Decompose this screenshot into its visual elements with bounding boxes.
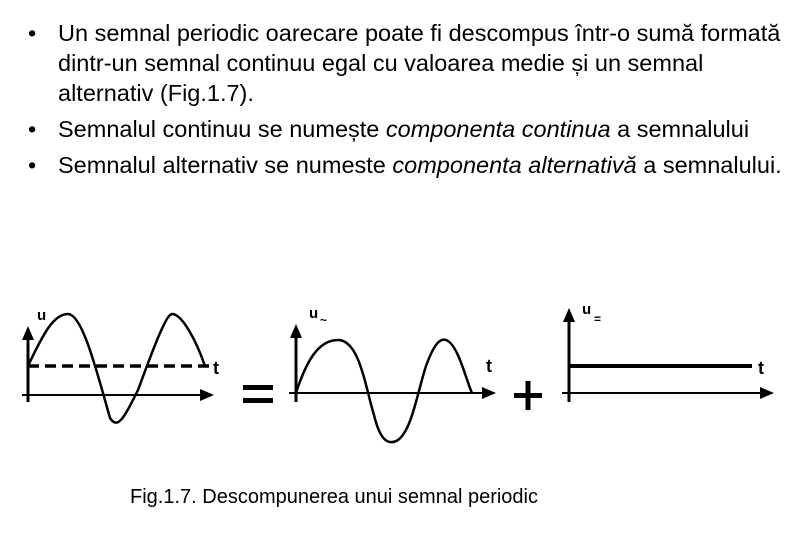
bullet-marker: • (28, 152, 37, 178)
figure-caption: Fig.1.7. Descompunerea unui semnal periodic (130, 486, 538, 508)
panel1-x-label: t (213, 358, 219, 378)
bullet-marker: • (28, 20, 37, 46)
bullet-item-1 (28, 18, 788, 108)
bullet-text: Un semnal periodic oarecare poate fi descompus într-o sumă formată dintr-un semnal continuu egal cu valoarea medie și un semnal alternativ (Fig.1.7). (58, 20, 781, 106)
panel3-y-subscript: = (594, 312, 602, 326)
bullet-list (28, 18, 788, 186)
signal-decomposition-figure (0, 290, 800, 470)
bullet-emphasis: componenta alternativă (392, 152, 637, 178)
bullet-emphasis: componenta continua (385, 116, 611, 142)
bullet-text-tail: a semnalului. (636, 152, 782, 178)
bullet-item-3 (28, 150, 788, 180)
panel3-y-label: u (582, 301, 592, 318)
panel-continuous-component (562, 301, 772, 402)
panel1-y-arrow-icon (22, 326, 34, 340)
bullet-text-tail: a semnalului (610, 116, 750, 142)
bullet-item-2 (28, 114, 788, 144)
panel2-y-label: u (309, 305, 319, 322)
plus-sign (514, 381, 542, 410)
panel2-y-arrow-icon (290, 324, 302, 338)
bullet-marker: • (28, 116, 37, 142)
panel3-y-arrow-icon (563, 308, 575, 322)
panel1-signal-wave (28, 314, 205, 423)
equals-sign (243, 385, 273, 403)
panel-original-signal (22, 307, 219, 423)
bullet-text: Semnalul continuu se numește (58, 116, 386, 142)
panel-alternating-component (289, 305, 494, 442)
bullet-text: Semnalul alternativ se numeste (58, 152, 393, 178)
panel3-x-label: t (758, 358, 764, 378)
panel2-x-label: t (486, 356, 492, 376)
panel1-y-label: u (37, 307, 47, 324)
panel2-y-subscript: ~ (320, 313, 328, 327)
panel2-signal-wave (296, 340, 472, 443)
